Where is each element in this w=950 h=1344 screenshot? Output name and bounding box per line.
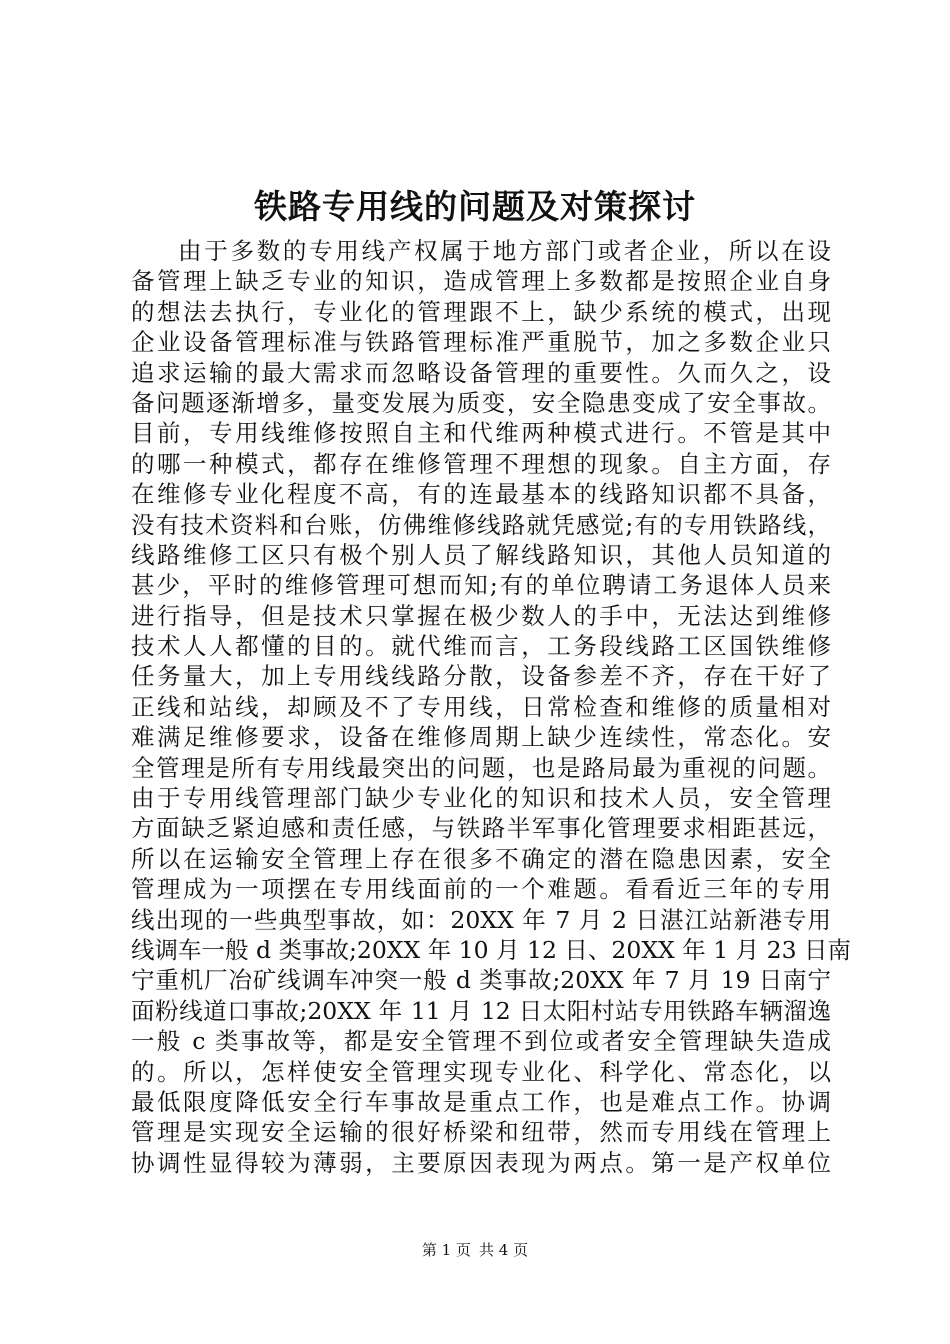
document-title: 铁路专用线的问题及对策探讨 xyxy=(254,187,696,226)
body-line: 任务量大，加上专用线线路分散，设备参差不齐，存在干好了 xyxy=(131,662,831,691)
body-line: 备管理上缺乏专业的知识，造成管理上多数都是按照企业自身 xyxy=(131,267,831,296)
body-line: 目前，专用线维修按照自主和代维两种模式进行。不管是其中 xyxy=(131,419,831,448)
body-line: 全管理是所有专用线最突出的问题，也是路局最为重视的问题。 xyxy=(131,753,831,782)
body-line: 管理是实现安全运输的很好桥梁和纽带，然而专用线在管理上 xyxy=(131,1118,831,1147)
body-line: 企业设备管理标准与铁路管理标准严重脱节，加之多数企业只 xyxy=(131,328,831,357)
body-line: 一般 c 类事故等，都是安全管理不到位或者安全管理缺失造成 xyxy=(131,1027,831,1056)
body-line: 没有技术资料和台账，仿佛维修线路就凭感觉;有的专用铁路线， xyxy=(131,510,831,539)
body-line: 线调车一般 d 类事故;20XX 年 10 月 12 日、20XX 年 1 月 23 日南 xyxy=(131,935,851,964)
body-line: 追求运输的最大需求而忽略设备管理的重要性。久而久之，设 xyxy=(131,358,831,387)
body-line: 由于专用线管理部门缺少专业化的知识和技术人员，安全管理 xyxy=(131,784,831,813)
body-line: 线路维修工区只有极个别人员了解线路知识，其他人员知道的 xyxy=(131,540,831,569)
body-line: 在维修专业化程度不高，有的连最基本的线路知识都不具备， xyxy=(131,480,831,509)
body-line: 协调性显得较为薄弱，主要原因表现为两点。第一是产权单位 xyxy=(131,1148,831,1177)
body-line: 的哪一种模式，都存在维修管理不理想的现象。自主方面，存 xyxy=(131,449,831,478)
body-line: 的想法去执行，专业化的管理跟不上，缺少系统的模式，出现 xyxy=(131,297,831,326)
body-line: 正线和站线，却顾及不了专用线，日常检查和维修的质量相对 xyxy=(131,692,831,721)
body-line: 技术人人都懂的目的。就代维而言，工务段线路工区国铁维修 xyxy=(131,632,831,661)
body-line: 甚少，平时的维修管理可想而知;有的单位聘请工务退体人员来 xyxy=(131,571,831,600)
page-number: 第 1 页 xyxy=(421,1241,471,1259)
body-line: 宁重机厂冶矿线调车冲突一般 d 类事故;20XX 年 7 月 19 日南宁 xyxy=(131,966,831,995)
body-line: 由于多数的专用线产权属于地方部门或者企业，所以在设 xyxy=(178,237,831,265)
body-line: 的。所以，怎样使安全管理实现专业化、科学化、常态化，以 xyxy=(131,1057,831,1086)
body-line: 进行指导，但是技术只掌握在极少数人的手中，无法达到维修 xyxy=(131,601,831,630)
body-line: 面粉线道口事故;20XX 年 11 月 12 日太阳村站专用铁路车辆溜逸 xyxy=(131,996,831,1025)
page-total: 共 4 页 xyxy=(479,1241,529,1259)
body-line: 备问题逐渐增多，量变发展为质变，安全隐患变成了安全事故。 xyxy=(131,388,831,417)
body-line: 管理成为一项摆在专用线面前的一个难题。看看近三年的专用 xyxy=(131,875,831,904)
page-footer xyxy=(0,1240,950,1260)
document-body xyxy=(131,236,851,1178)
body-line: 方面缺乏紧迫感和责任感，与铁路半军事化管理要求相距甚远， xyxy=(131,814,831,843)
body-line: 最低限度降低安全行车事故是重点工作，也是难点工作。协调 xyxy=(131,1087,831,1116)
body-line: 难满足维修要求，设备在维修周期上缺少连续性，常态化。安 xyxy=(131,723,831,752)
body-line: 线出现的一些典型事故，如：20XX 年 7 月 2 日湛江站新港专用 xyxy=(131,905,831,934)
body-line: 所以在运输安全管理上存在很多不确定的潜在隐患因素，安全 xyxy=(131,844,831,873)
